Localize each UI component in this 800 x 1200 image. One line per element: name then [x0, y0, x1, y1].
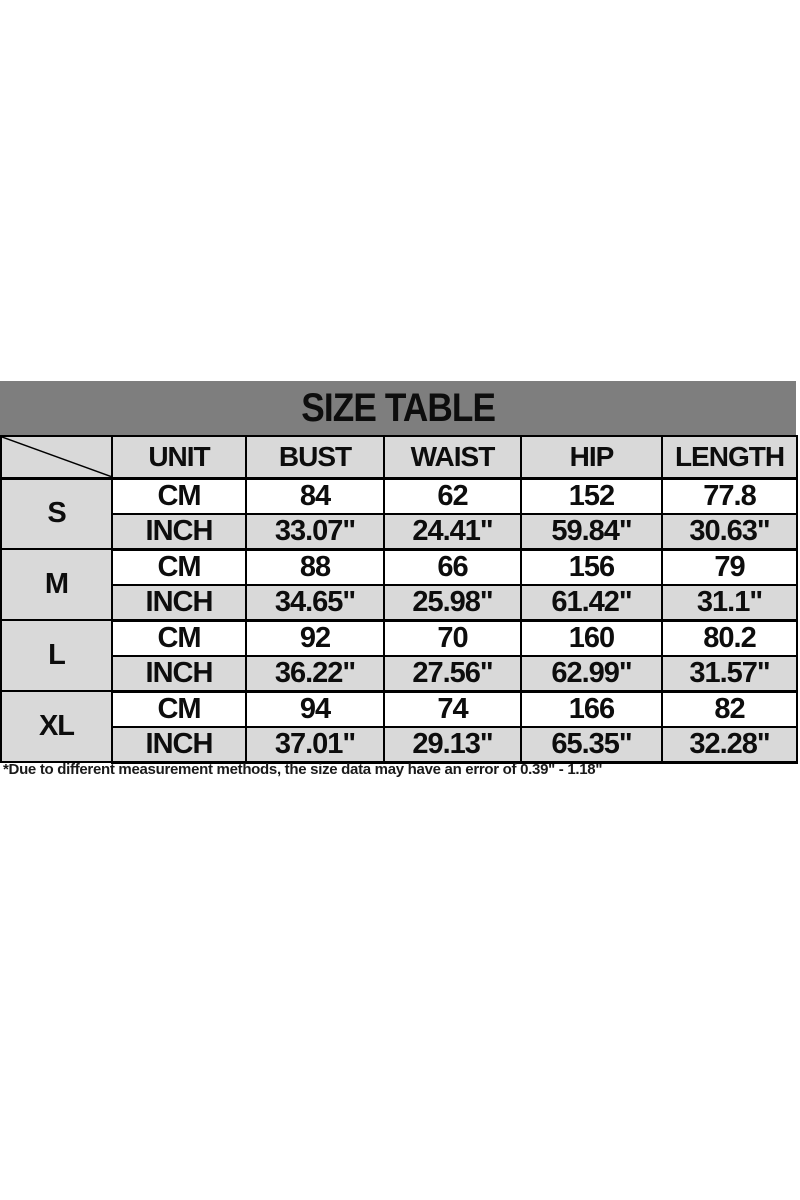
size-table-title-band: [0, 381, 796, 435]
cell-m-cm-hip: 156: [521, 549, 662, 585]
cell-s-inch-waist: 24.41": [384, 514, 521, 550]
cell-s-inch-hip: 59.84": [521, 514, 662, 550]
cell-l-inch-bust: 36.22": [246, 656, 384, 692]
header-row: [1, 436, 797, 478]
table-row-s-inch: [1, 514, 797, 550]
column-header-length: LENGTH: [662, 436, 797, 478]
cell-xl-cm-waist: 74: [384, 691, 521, 727]
measurement-error-footnote: *Due to different measurement methods, the size data may have an error of 0.39" - 1.18": [3, 761, 603, 778]
table-row-s-cm: [1, 478, 797, 514]
size-label-l: L: [1, 620, 112, 691]
cell-m-cm-bust: 88: [246, 549, 384, 585]
cell-l-cm-bust: 92: [246, 620, 384, 656]
cell-m-cm-waist: 66: [384, 549, 521, 585]
table-row-l-cm: [1, 620, 797, 656]
diagonal-line-icon: [2, 437, 111, 477]
cell-xl-inch-bust: 37.01": [246, 727, 384, 763]
table-row-xl-inch: [1, 727, 797, 763]
size-label-s: S: [1, 478, 112, 549]
unit-label: CM: [112, 620, 246, 656]
cell-l-inch-length: 31.57": [662, 656, 797, 692]
cell-xl-inch-hip: 65.35": [521, 727, 662, 763]
cell-s-inch-bust: 33.07": [246, 514, 384, 550]
cell-xl-inch-length: 32.28": [662, 727, 797, 763]
table-row-xl-cm: [1, 691, 797, 727]
size-label-m: M: [1, 549, 112, 620]
table-row-m-cm: [1, 549, 797, 585]
column-header-waist: WAIST: [384, 436, 521, 478]
cell-s-inch-length: 30.63": [662, 514, 797, 550]
cell-m-inch-length: 31.1": [662, 585, 797, 621]
unit-label: INCH: [112, 514, 246, 550]
unit-label: CM: [112, 478, 246, 514]
cell-l-cm-length: 80.2: [662, 620, 797, 656]
cell-s-cm-waist: 62: [384, 478, 521, 514]
cell-l-cm-hip: 160: [521, 620, 662, 656]
unit-label: INCH: [112, 585, 246, 621]
column-header-hip: HIP: [521, 436, 662, 478]
cell-xl-inch-waist: 29.13": [384, 727, 521, 763]
cell-s-cm-length: 77.8: [662, 478, 797, 514]
unit-label: CM: [112, 691, 246, 727]
cell-xl-cm-bust: 94: [246, 691, 384, 727]
cell-s-cm-bust: 84: [246, 478, 384, 514]
cell-xl-cm-length: 82: [662, 691, 797, 727]
page-title: SIZE TABLE: [301, 385, 495, 430]
cell-s-cm-hip: 152: [521, 478, 662, 514]
size-table: [0, 435, 798, 764]
cell-l-inch-hip: 62.99": [521, 656, 662, 692]
cell-m-cm-length: 79: [662, 549, 797, 585]
table-row-l-inch: [1, 656, 797, 692]
cell-m-inch-bust: 34.65": [246, 585, 384, 621]
size-label-xl: XL: [1, 691, 112, 762]
cell-l-cm-waist: 70: [384, 620, 521, 656]
cell-l-inch-waist: 27.56": [384, 656, 521, 692]
unit-label: CM: [112, 549, 246, 585]
unit-label: INCH: [112, 727, 246, 763]
cell-m-inch-waist: 25.98": [384, 585, 521, 621]
column-header-bust: BUST: [246, 436, 384, 478]
cell-xl-cm-hip: 166: [521, 691, 662, 727]
unit-label: INCH: [112, 656, 246, 692]
column-header-unit: UNIT: [112, 436, 246, 478]
diagonal-corner-cell: [1, 436, 112, 478]
cell-m-inch-hip: 61.42": [521, 585, 662, 621]
table-row-m-inch: [1, 585, 797, 621]
